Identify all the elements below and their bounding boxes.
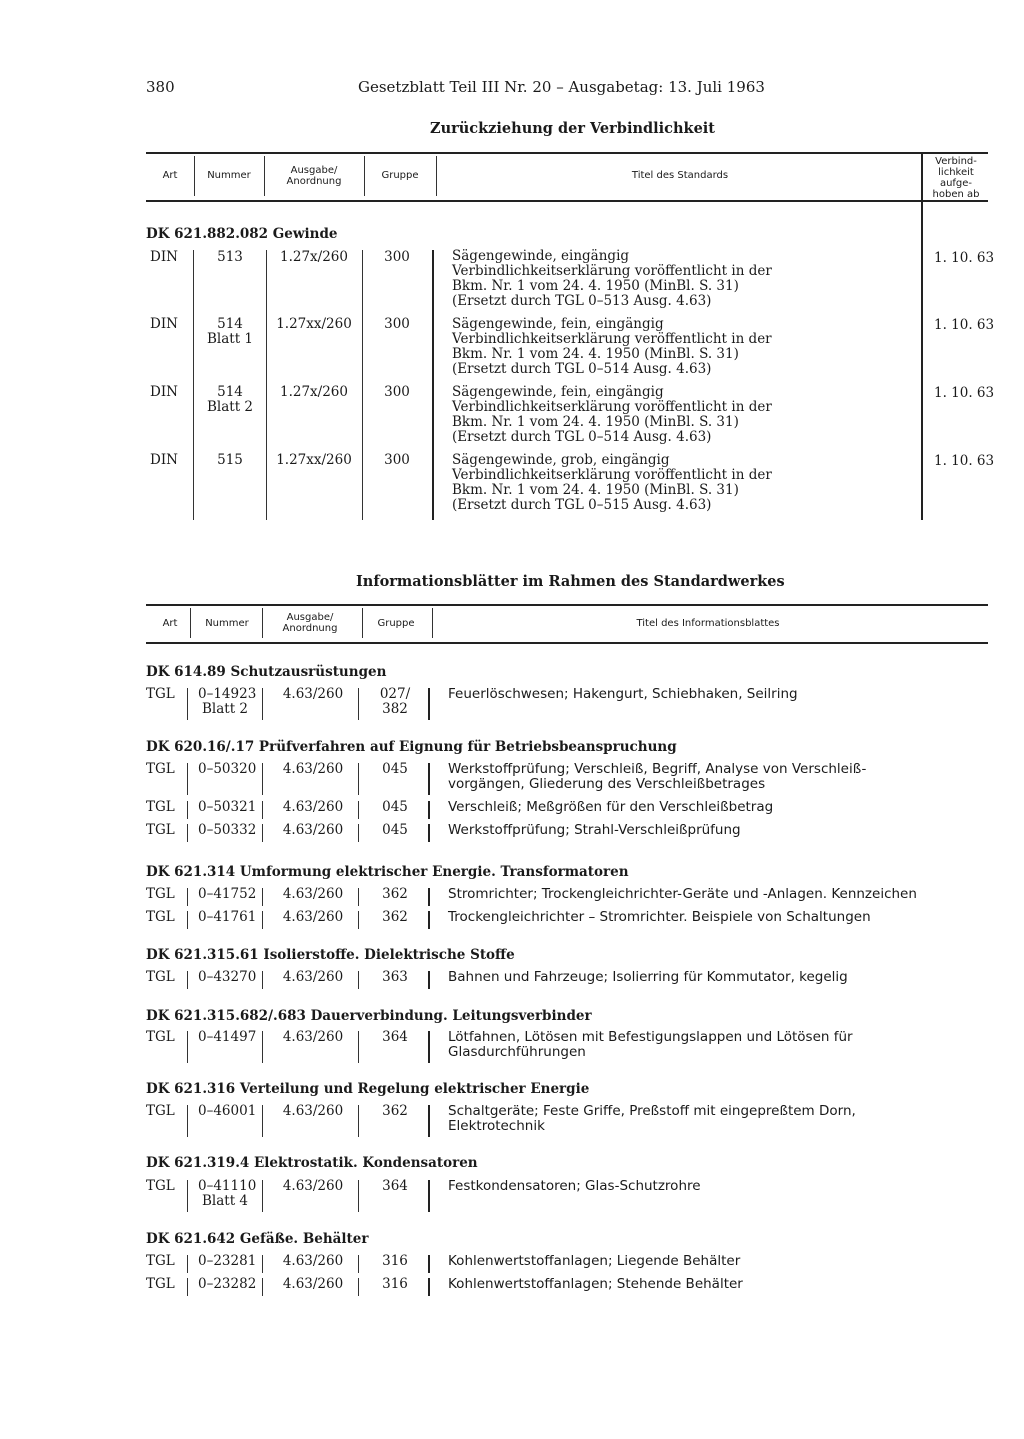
column-rule: [358, 801, 359, 819]
row-art: DIN: [150, 316, 178, 332]
column-rule: [358, 911, 359, 929]
row-gruppe: 362: [382, 1103, 408, 1119]
group-heading: DK 614.89 Schutzausrüstungen: [146, 664, 387, 680]
row-nummer: 515: [217, 452, 243, 468]
row-gruppe: 300: [384, 452, 410, 468]
column-rule: [358, 1105, 359, 1137]
col-nummer: Nummer: [205, 618, 249, 629]
row-ausgabe: 4.63/260: [282, 969, 344, 985]
row-ausgabe: 4.63/260: [282, 886, 344, 902]
row-titel-2: Verbindlichkeitserklärung veröffentlicht in der: [452, 331, 772, 347]
row-nummer: 0–50332: [198, 822, 257, 838]
column-rule: [262, 911, 263, 929]
row-gruppe: 362: [382, 886, 408, 902]
row-nummer: 0–23281: [198, 1253, 257, 1269]
row-titel: Verschleiß; Meßgrößen für den Verschleißbetrag: [448, 799, 774, 815]
row-art: TGL: [146, 909, 175, 925]
group-heading: DK 621.642 Gefäße. Behälter: [146, 1231, 369, 1247]
section1-table-header: [146, 152, 988, 202]
column-rule: [428, 1031, 430, 1063]
row-art: TGL: [146, 761, 175, 777]
row-art: TGL: [146, 1178, 175, 1194]
row-art: TGL: [146, 1276, 175, 1292]
row-ausgabe: 4.63/260: [282, 761, 344, 777]
row-titel: Lötfahnen, Lötösen mit Befestigungslappen und Lötösen für: [448, 1029, 853, 1045]
section2-table-header: [146, 604, 988, 644]
column-rule: [358, 688, 359, 720]
col-ausgabe: Ausgabe/ Anordnung: [282, 612, 338, 634]
row-titel: Bahnen und Fahrzeuge; Isolierring für Kommutator, kegelig: [448, 969, 848, 985]
column-rule: [428, 1278, 430, 1296]
row-gruppe: 363: [382, 969, 408, 985]
column-rule: [262, 1278, 263, 1296]
row-gruppe-2: 382: [382, 701, 408, 717]
section1-group-heading: DK 621.882.082 Gewinde: [146, 226, 338, 242]
column-rule: [187, 801, 188, 819]
row-gruppe: 300: [384, 316, 410, 332]
row-ausgabe: 4.63/260: [282, 1103, 344, 1119]
row-nummer: 0–14923: [198, 686, 257, 702]
row-art: DIN: [150, 452, 178, 468]
column-rule: [358, 1255, 359, 1273]
row-titel: Festkondensatoren; Glas-Schutzrohre: [448, 1178, 701, 1194]
row-art: TGL: [146, 686, 175, 702]
row-nummer: 0–46001: [198, 1103, 257, 1119]
row-titel-1: Sägengewinde, eingängig: [452, 248, 630, 264]
column-rule: [428, 1105, 430, 1137]
row-gruppe: 316: [382, 1253, 408, 1269]
row-art: TGL: [146, 1103, 175, 1119]
column-rule: [262, 888, 263, 906]
section2-title: Informationsblätter im Rahmen des Standardwerkes: [356, 573, 785, 590]
row-titel-4: (Ersetzt durch TGL 0–513 Ausg. 4.63): [452, 293, 712, 309]
row-art: TGL: [146, 886, 175, 902]
row-titel: Feuerlöschwesen; Hakengurt, Schiebhaken, Seilring: [448, 686, 798, 702]
row-gruppe: 364: [382, 1178, 408, 1194]
row-gruppe: 045: [382, 761, 408, 777]
row-datum: 1. 10. 63: [934, 250, 995, 266]
row-art: TGL: [146, 1253, 175, 1269]
row-titel-4: (Ersetzt durch TGL 0–514 Ausg. 4.63): [452, 361, 712, 377]
section1-title: Zurückziehung der Verbindlichkeit: [430, 120, 715, 137]
column-rule: [428, 888, 430, 906]
row-nummer: 0–43270: [198, 969, 257, 985]
row-ausgabe: 4.63/260: [282, 799, 344, 815]
row-titel-2: Elektrotechnik: [448, 1118, 545, 1134]
column-rule: [428, 911, 430, 929]
row-titel: Schaltgeräte; Feste Griffe, Preßstoff mit eingepreßtem Dorn,: [448, 1103, 856, 1119]
column-rule: [358, 1278, 359, 1296]
column-rule: [358, 763, 359, 795]
col-gruppe: Gruppe: [377, 618, 415, 629]
row-nummer: 0–41752: [198, 886, 257, 902]
row-ausgabe: 4.63/260: [282, 1253, 344, 1269]
column-rule: [262, 763, 263, 795]
row-ausgabe: 4.63/260: [282, 1178, 344, 1194]
col-titel: Titel des Standards: [631, 170, 729, 181]
column-rule: [262, 1031, 263, 1063]
row-titel-1: Sägengewinde, fein, eingängig: [452, 384, 664, 400]
row-ausgabe: 4.63/260: [282, 1276, 344, 1292]
group-heading: DK 621.315.682/.683 Dauerverbindung. Leitungsverbinder: [146, 1008, 592, 1024]
column-rule: [358, 971, 359, 989]
row-nummer: 0–50320: [198, 761, 257, 777]
row-gruppe: 027/: [379, 686, 411, 702]
row-nummer: 0–41110: [198, 1178, 257, 1194]
row-art: TGL: [146, 1029, 175, 1045]
row-blatt: Blatt 2: [206, 399, 254, 415]
column-rule: [428, 763, 430, 795]
page-number: 380: [146, 78, 175, 96]
group-heading: DK 621.315.61 Isolierstoffe. Dielektrische Stoffe: [146, 947, 515, 963]
col-gruppe: Gruppe: [381, 170, 419, 181]
row-titel-3: Bkm. Nr. 1 vom 24. 4. 1950 (MinBl. S. 31): [452, 278, 739, 294]
col-titel: Titel des Informationsblattes: [636, 618, 780, 629]
column-rule: [358, 824, 359, 842]
column-rule: [187, 1180, 188, 1212]
row-titel-4: (Ersetzt durch TGL 0–515 Ausg. 4.63): [452, 497, 712, 513]
column-rule: [262, 971, 263, 989]
row-nummer: 0–23282: [198, 1276, 257, 1292]
column-rule: [187, 1031, 188, 1063]
column-rule: [358, 1031, 359, 1063]
row-gruppe: 045: [382, 799, 408, 815]
row-gruppe: 316: [382, 1276, 408, 1292]
row-blatt: Blatt 1: [206, 331, 254, 347]
row-gruppe: 300: [384, 384, 410, 400]
col-art: Art: [162, 170, 178, 181]
row-titel-1: Sägengewinde, fein, eingängig: [452, 316, 664, 332]
running-title: Gesetzblatt Teil III Nr. 20 – Ausgabetag: 13. Juli 1963: [358, 78, 765, 96]
col-ausgabe: Ausgabe/ Anordnung: [286, 165, 342, 187]
row-art: TGL: [146, 822, 175, 838]
row-titel: Werkstoffprüfung; Strahl-Verschleißprüfung: [448, 822, 741, 838]
group-heading: DK 621.314 Umformung elektrischer Energie. Transformatoren: [146, 864, 629, 880]
row-gruppe: 362: [382, 909, 408, 925]
column-rule: [428, 1180, 430, 1212]
row-blatt: Blatt 2: [202, 701, 249, 717]
row-datum: 1. 10. 63: [934, 453, 995, 469]
row-gruppe: 364: [382, 1029, 408, 1045]
row-nummer: 0–41761: [198, 909, 257, 925]
column-rule: [187, 911, 188, 929]
group-heading: DK 621.319.4 Elektrostatik. Kondensatoren: [146, 1155, 478, 1171]
column-rule: [358, 888, 359, 906]
row-titel: Trockengleichrichter – Stromrichter. Beispiele von Schaltungen: [448, 909, 871, 925]
group-heading: DK 621.316 Verteilung und Regelung elektrischer Energie: [146, 1081, 590, 1097]
group-heading: DK 620.16/.17 Prüfverfahren auf Eignung für Betriebsbeanspruchung: [146, 739, 677, 755]
column-rule: [187, 971, 188, 989]
column-rule: [262, 824, 263, 842]
row-nummer: 0–41497: [198, 1029, 257, 1045]
col-nummer: Nummer: [207, 170, 251, 181]
row-gruppe: 300: [384, 249, 410, 265]
column-rule: [358, 1180, 359, 1212]
row-titel-1: Sägengewinde, grob, eingängig: [452, 452, 670, 468]
column-rule: [187, 1255, 188, 1273]
row-art: DIN: [150, 384, 178, 400]
row-titel-2: Glasdurchführungen: [448, 1044, 586, 1060]
row-titel: Stromrichter; Trockengleichrichter-Geräte und -Anlagen. Kennzeichen: [448, 886, 917, 902]
row-gruppe: 045: [382, 822, 408, 838]
row-nummer: 513: [217, 249, 243, 265]
row-titel-3: Bkm. Nr. 1 vom 24. 4. 1950 (MinBl. S. 31): [452, 346, 739, 362]
column-rule: [262, 1180, 263, 1212]
column-rule: [187, 824, 188, 842]
row-titel: Werkstoffprüfung; Verschleiß, Begriff, Analyse von Verschleiß-: [448, 761, 867, 777]
column-rule: [187, 763, 188, 795]
row-datum: 1. 10. 63: [934, 385, 995, 401]
row-ausgabe: 4.63/260: [282, 822, 344, 838]
row-titel-3: Bkm. Nr. 1 vom 24. 4. 1950 (MinBl. S. 31): [452, 482, 739, 498]
row-titel-2: Verbindlichkeitserklärung voröffentlicht in der: [452, 399, 772, 415]
row-blatt: Blatt 4: [202, 1193, 249, 1209]
row-nummer: 0–50321: [198, 799, 257, 815]
column-rule: [428, 971, 430, 989]
column-rule: [428, 824, 430, 842]
column-rule: [187, 1278, 188, 1296]
row-titel-2: Verbindlichkeitserklärung voröffentlicht in der: [452, 263, 772, 279]
row-titel-3: Bkm. Nr. 1 vom 24. 4. 1950 (MinBl. S. 31): [452, 414, 739, 430]
row-ausgabe: 1.27xx/260: [276, 452, 352, 468]
row-titel: Kohlenwertstoffanlagen; Liegende Behälter: [448, 1253, 741, 1269]
column-rule: [428, 801, 430, 819]
col-art: Art: [162, 618, 178, 629]
row-art: TGL: [146, 969, 175, 985]
row-nummer: 514: [217, 384, 243, 400]
row-ausgabe: 1.27x/260: [280, 249, 348, 265]
row-art: DIN: [150, 249, 178, 265]
column-rule: [187, 1105, 188, 1137]
column-rule: [428, 688, 430, 720]
row-titel-4: (Ersetzt durch TGL 0–514 Ausg. 4.63): [452, 429, 712, 445]
column-rule: [262, 1255, 263, 1273]
row-ausgabe: 1.27xx/260: [276, 316, 352, 332]
row-ausgabe: 4.63/260: [282, 1029, 344, 1045]
row-titel-2: Verbindlichkeitserklärung voröffentlicht in der: [452, 467, 772, 483]
column-rule: [187, 688, 188, 720]
row-datum: 1. 10. 63: [934, 317, 995, 333]
row-ausgabe: 4.63/260: [282, 909, 344, 925]
column-rule: [428, 1255, 430, 1273]
row-art: TGL: [146, 799, 175, 815]
row-ausgabe: 4.63/260: [282, 686, 344, 702]
column-rule: [262, 688, 263, 720]
column-rule: [262, 1105, 263, 1137]
row-nummer: 514: [217, 316, 243, 332]
row-titel: Kohlenwertstoffanlagen; Stehende Behälter: [448, 1276, 743, 1292]
row-ausgabe: 1.27x/260: [280, 384, 348, 400]
column-rule: [187, 888, 188, 906]
col-verbindlichkeit: Verbind- lichkeit aufge- hoben ab: [932, 156, 980, 200]
column-rule: [262, 801, 263, 819]
row-titel-2: vorgängen, Gliederung des Verschleißbetrages: [448, 776, 766, 792]
